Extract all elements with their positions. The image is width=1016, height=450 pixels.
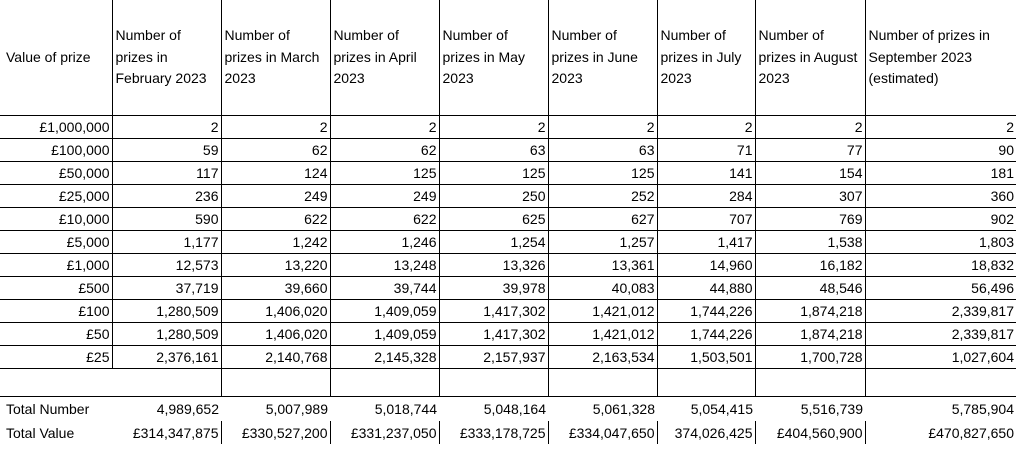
prize-value: £50 — [0, 322, 112, 345]
table-cell: 63 — [548, 138, 657, 161]
total-value-label: Total Value — [6, 424, 75, 441]
table-cell: 1,874,218 — [755, 299, 865, 322]
table-cell: 13,326 — [439, 253, 548, 276]
total-number-cell: 5,061,328 — [548, 396, 657, 421]
table-row — [0, 207, 1016, 230]
table-cell: 56,496 — [865, 276, 1016, 299]
table-cell: 1,744,226 — [657, 299, 755, 322]
table-cell: 48,546 — [755, 276, 865, 299]
table-cell: 1,874,218 — [755, 322, 865, 345]
table-cell: 249 — [221, 184, 330, 207]
table-cell: 154 — [755, 161, 865, 184]
table-row — [0, 345, 1016, 368]
table-cell: 125 — [330, 161, 439, 184]
total-number-cell: 5,054,415 — [657, 396, 755, 421]
table-cell: 2 — [330, 115, 439, 138]
table-cell: 59 — [112, 138, 221, 161]
table-cell: 62 — [330, 138, 439, 161]
table-cell: 39,744 — [330, 276, 439, 299]
table-cell: 1,417,302 — [439, 322, 548, 345]
table-cell: 1,280,509 — [112, 299, 221, 322]
table-cell: 63 — [439, 138, 548, 161]
total-number-cell: 5,516,739 — [755, 396, 865, 421]
table-cell: 1,027,604 — [865, 345, 1016, 368]
total-value-cell: £331,237,050 — [330, 421, 439, 444]
header-row — [0, 0, 1016, 115]
table-cell: 1,242 — [221, 230, 330, 253]
header-september: Number of prizes in September 2023 (estimated) — [865, 0, 1016, 115]
table-cell: 125 — [548, 161, 657, 184]
table-cell: 2 — [439, 115, 548, 138]
total-value-cell: 374,026,425 — [657, 421, 755, 444]
prize-value: £100,000 — [0, 138, 112, 161]
table-cell: 2,339,817 — [865, 299, 1016, 322]
table-cell: 39,660 — [221, 276, 330, 299]
header-april: Number of prizes in April 2023 — [330, 0, 439, 115]
table-cell: 1,409,059 — [330, 299, 439, 322]
total-value-cell: £470,827,650 — [928, 424, 1014, 441]
table-cell: 307 — [755, 184, 865, 207]
table-cell: 14,960 — [657, 253, 755, 276]
spacer-row — [0, 368, 1016, 396]
table-cell: 622 — [330, 207, 439, 230]
total-number-cell: 5,785,904 — [865, 396, 1016, 421]
table-cell: 1,254 — [439, 230, 548, 253]
prize-value: £1,000 — [0, 253, 112, 276]
total-value-cell: £314,347,875 — [112, 421, 221, 444]
prize-value: £500 — [0, 276, 112, 299]
total-number-cell: 4,989,652 — [112, 396, 221, 421]
table-cell: 90 — [865, 138, 1016, 161]
table-cell: 13,220 — [221, 253, 330, 276]
table-cell: 77 — [755, 138, 865, 161]
prize-value: £25,000 — [0, 184, 112, 207]
table-cell: 12,573 — [112, 253, 221, 276]
table-cell: 2 — [755, 115, 865, 138]
table-cell: 625 — [439, 207, 548, 230]
prize-value: £100 — [0, 299, 112, 322]
table-cell: 622 — [221, 207, 330, 230]
table-cell: 1,538 — [755, 230, 865, 253]
prize-value: £5,000 — [0, 230, 112, 253]
total-number-row — [0, 396, 1016, 421]
table-cell: 1,246 — [330, 230, 439, 253]
table-cell: 236 — [112, 184, 221, 207]
table-cell: 2,140,768 — [221, 345, 330, 368]
table-cell: 1,177 — [112, 230, 221, 253]
table-cell: 1,280,509 — [112, 322, 221, 345]
table-cell: 141 — [657, 161, 755, 184]
table-cell: 360 — [865, 184, 1016, 207]
table-cell: 1,700,728 — [755, 345, 865, 368]
table-cell: 1,406,020 — [221, 299, 330, 322]
total-number-cell: 5,048,164 — [439, 396, 548, 421]
table-cell: 71 — [657, 138, 755, 161]
table-cell: 2,157,937 — [439, 345, 548, 368]
total-number-label: Total Number — [0, 396, 112, 421]
table-cell: 124 — [221, 161, 330, 184]
table-cell: 590 — [112, 207, 221, 230]
table-row — [0, 276, 1016, 299]
table-row — [0, 253, 1016, 276]
prize-value: £50,000 — [0, 161, 112, 184]
table-cell: 125 — [439, 161, 548, 184]
table-cell: 2,339,817 — [865, 322, 1016, 345]
total-number-cell: 5,007,989 — [221, 396, 330, 421]
header-august: Number of prizes in August 2023 — [755, 0, 865, 115]
table-cell: 250 — [439, 184, 548, 207]
table-cell: 2 — [657, 115, 755, 138]
table-cell: 284 — [657, 184, 755, 207]
total-value-cell: £333,178,725 — [439, 421, 548, 444]
table-cell: 1,417,302 — [439, 299, 548, 322]
table-cell: 1,409,059 — [330, 322, 439, 345]
header-value-of-prize: Value of prize — [0, 0, 112, 115]
total-number-cell: 5,018,744 — [330, 396, 439, 421]
table-row — [0, 115, 1016, 138]
table-cell: 2,376,161 — [112, 345, 221, 368]
table-cell: 62 — [221, 138, 330, 161]
table-cell: 2 — [865, 115, 1016, 138]
table-cell: 1,257 — [548, 230, 657, 253]
table-cell: 627 — [548, 207, 657, 230]
table-cell: 117 — [112, 161, 221, 184]
table-cell: 39,978 — [439, 276, 548, 299]
header-july: Number of prizes in July 2023 — [657, 0, 755, 115]
table-cell: 2 — [548, 115, 657, 138]
table-row — [0, 299, 1016, 322]
total-value-cell: £404,560,900 — [755, 421, 865, 444]
header-march: Number of prizes in March 2023 — [221, 0, 330, 115]
header-may: Number of prizes in May 2023 — [439, 0, 548, 115]
table-row — [0, 230, 1016, 253]
table-cell: 707 — [657, 207, 755, 230]
table-cell: 902 — [865, 207, 1016, 230]
table-row — [0, 322, 1016, 345]
table-cell: 1,417 — [657, 230, 755, 253]
table-cell: 2 — [221, 115, 330, 138]
table-cell: 2,163,534 — [548, 345, 657, 368]
table-cell: 44,880 — [657, 276, 755, 299]
table-cell: 252 — [548, 184, 657, 207]
table-cell: 1,421,012 — [548, 299, 657, 322]
prize-value: £10,000 — [0, 207, 112, 230]
table-cell: 181 — [865, 161, 1016, 184]
table-cell: 13,248 — [330, 253, 439, 276]
table-cell: 1,421,012 — [548, 322, 657, 345]
table-cell: 1,503,501 — [657, 345, 755, 368]
total-value-cell: £334,047,650 — [548, 421, 657, 444]
header-february: Number of prizes in February 2023 — [112, 0, 221, 115]
prize-value: £25 — [0, 345, 112, 368]
total-value-row — [0, 421, 1016, 444]
table-cell: 37,719 — [112, 276, 221, 299]
table-cell: 16,182 — [755, 253, 865, 276]
table-cell: 18,832 — [865, 253, 1016, 276]
table-row — [0, 184, 1016, 207]
table-row — [0, 161, 1016, 184]
table-cell: 2 — [112, 115, 221, 138]
table-cell: 1,803 — [865, 230, 1016, 253]
header-june: Number of prizes in June 2023 — [548, 0, 657, 115]
total-value-cell: £330,527,200 — [221, 421, 330, 444]
table-cell: 13,361 — [548, 253, 657, 276]
prize-value: £1,000,000 — [0, 115, 112, 138]
table-cell: 1,406,020 — [221, 322, 330, 345]
table-row — [0, 138, 1016, 161]
table-cell: 769 — [755, 207, 865, 230]
table-cell: 2,145,328 — [330, 345, 439, 368]
table-cell: 40,083 — [548, 276, 657, 299]
table-cell: 1,744,226 — [657, 322, 755, 345]
table-cell: 249 — [330, 184, 439, 207]
